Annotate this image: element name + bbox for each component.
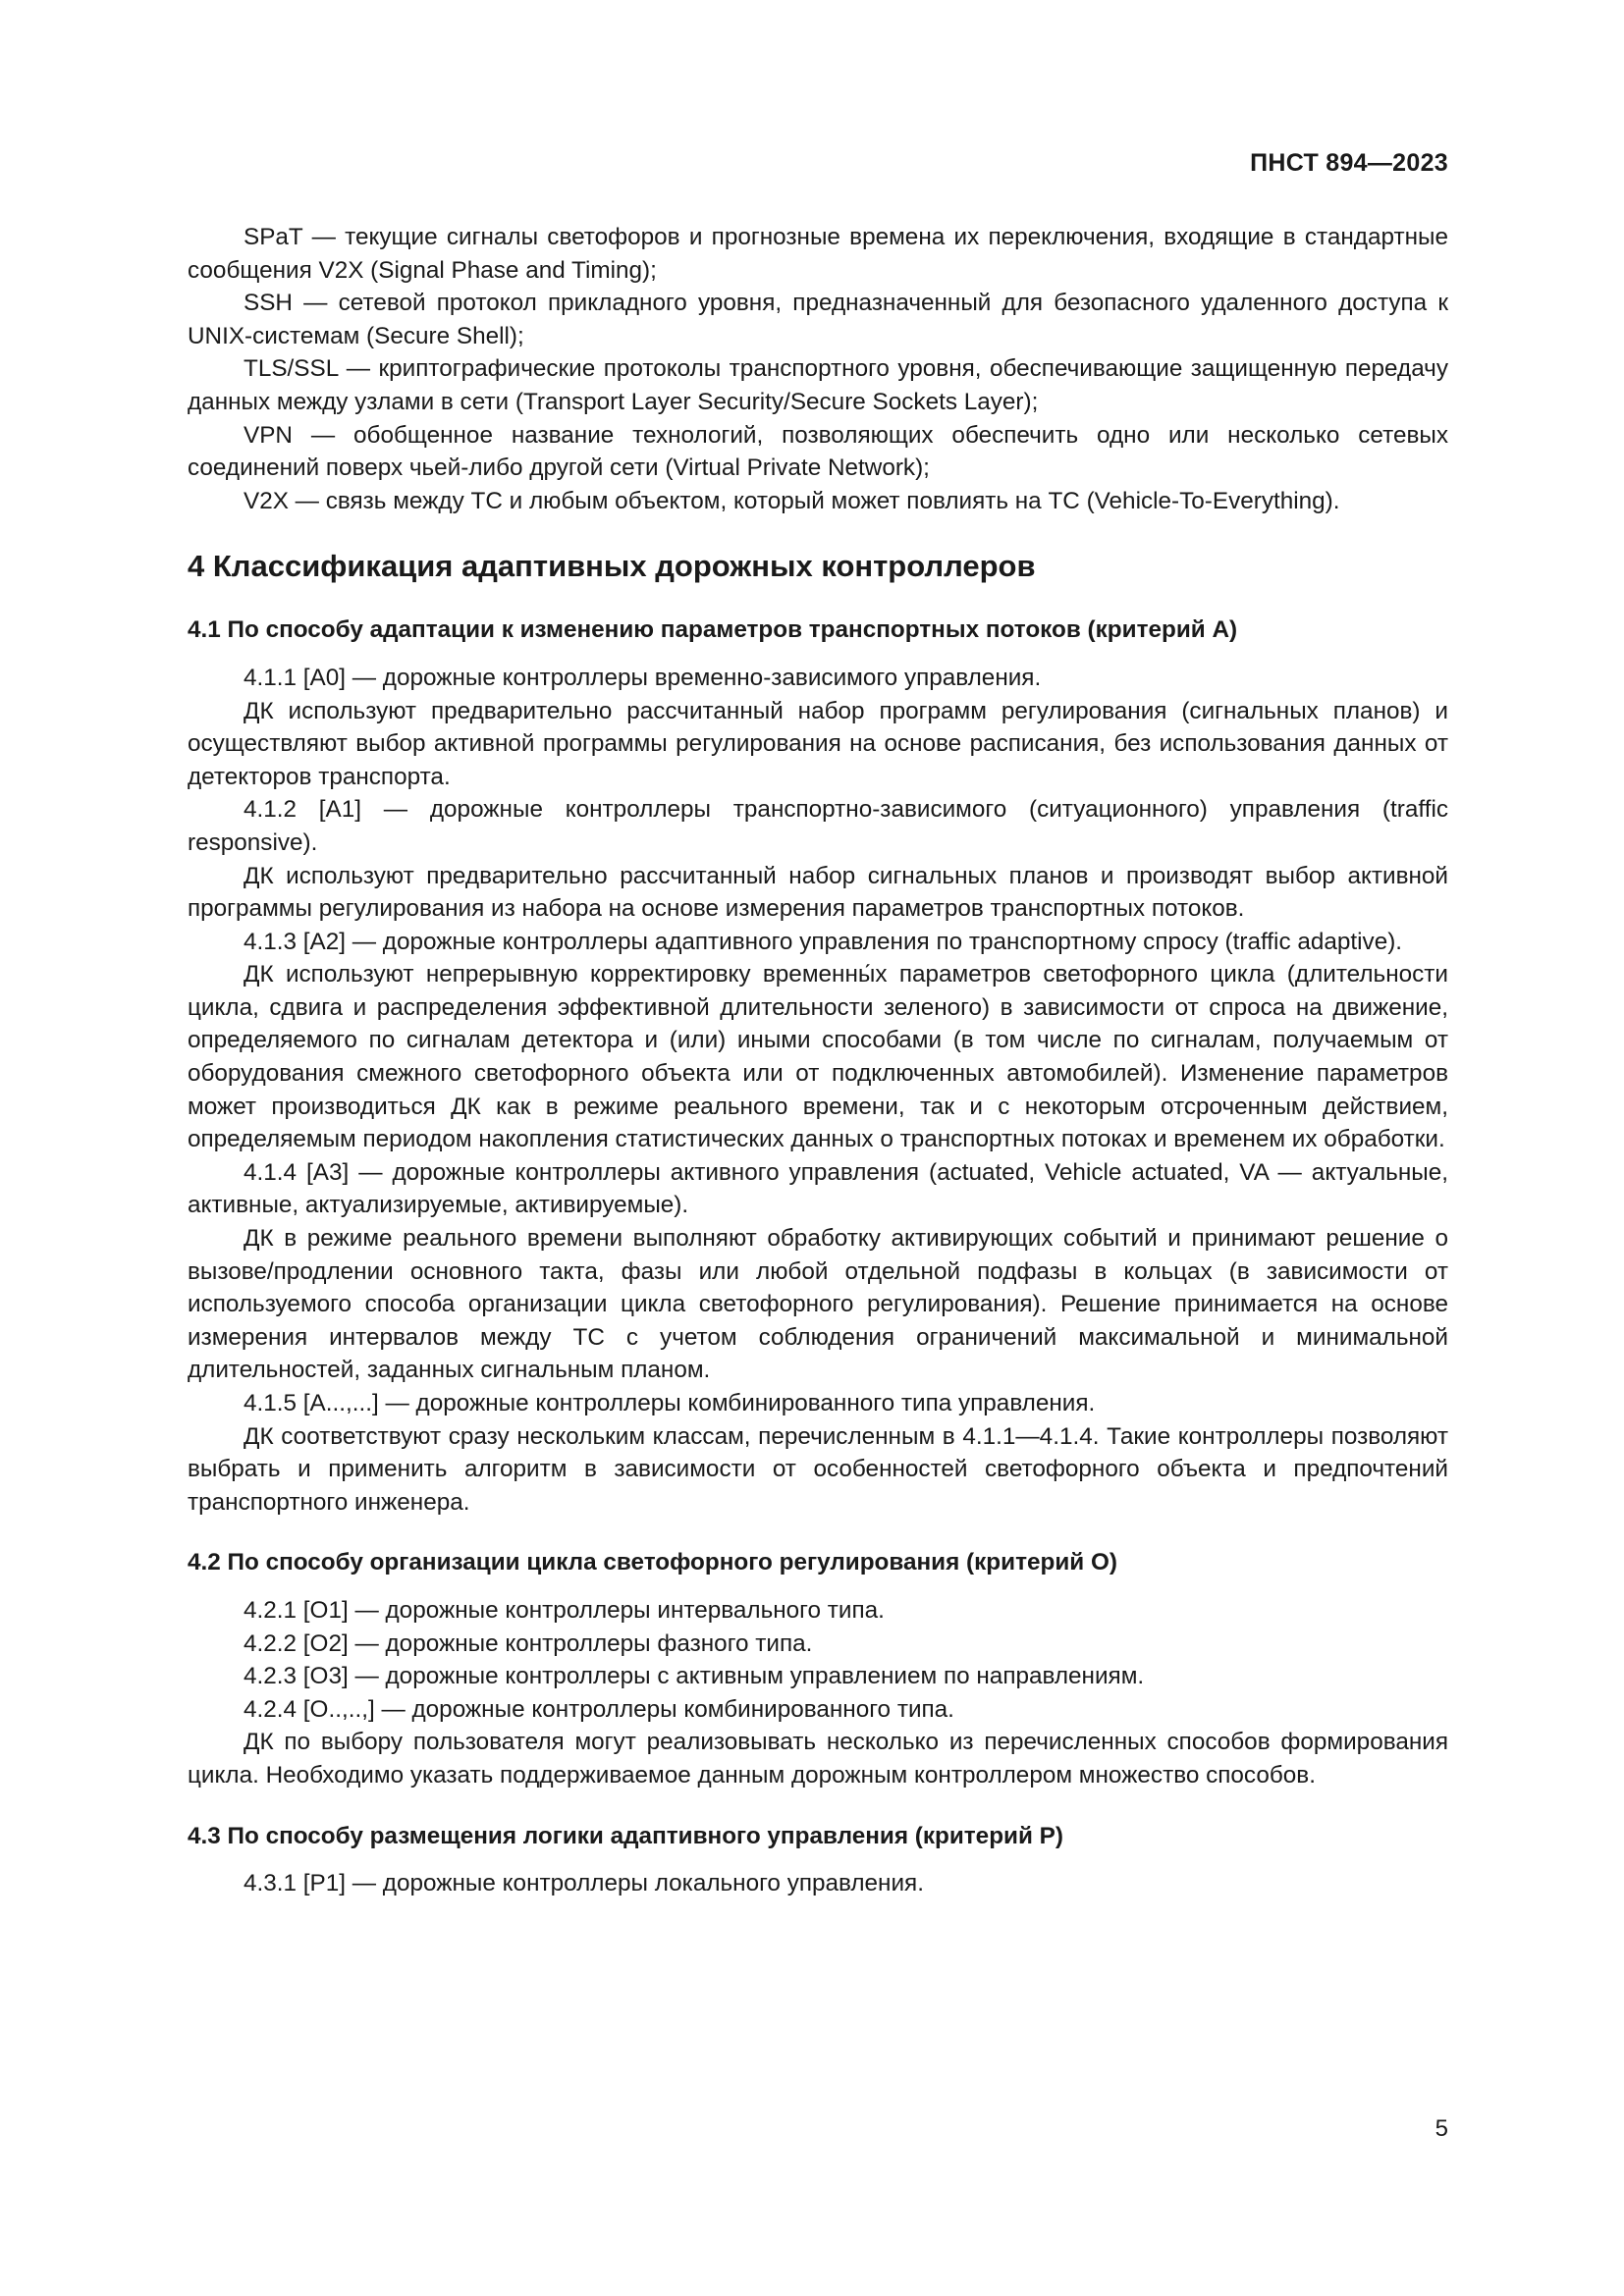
clause-4-1-2: 4.1.2 [А1] — дорожные контроллеры транспортно-зависимого (ситуационного) управления (traffic responsive). xyxy=(188,796,1448,856)
definition-vpn: VPN — обобщенное название технологий, позволяющих обеспечить одно или несколько сетевых соединений поверх чьей-либо другой сети (Virtual Private Network); xyxy=(188,421,1448,482)
abbreviations-list xyxy=(188,221,1448,517)
standard-number: ПНСТ 894—2023 xyxy=(1250,149,1448,177)
section-4-1-body xyxy=(188,662,1448,1519)
clause-4-1-4: 4.1.4 [А3] — дорожные контроллеры активного управления (actuated, Vehicle actuated, VA — актуальные, активные, актуализируемые, активируемые). xyxy=(188,1158,1448,1219)
section-4-1-title: 4.1 По способу адаптации к изменению параметров транспортных потоков (критерий А) xyxy=(188,616,1238,644)
section-4-title: 4 Классификация адаптивных дорожных контроллеров xyxy=(188,549,1036,584)
page-content xyxy=(188,221,1448,1900)
definition-v2x: V2X — связь между ТС и любым объектом, который может повлиять на ТС (Vehicle-To-Everything). xyxy=(244,487,1340,514)
clause-4-1-1: 4.1.1 [А0] — дорожные контроллеры временно-зависимого управления. xyxy=(244,664,1042,691)
clause-4-3-1: 4.3.1 [Р1] — дорожные контроллеры локального управления. xyxy=(244,1870,924,1897)
section-4-2-body xyxy=(188,1594,1448,1792)
clause-4-1-1-text: ДК используют предварительно рассчитанный набор программ регулирования (сигнальных планов) и осуществляют выбор активной программы регулирования на основе расписания, без использования данных от детекторов транспорта. xyxy=(188,697,1448,790)
definition-ssh: SSH — сетевой протокол прикладного уровня, предназначенный для безопасного удаленного доступа к UNIX-системам (Secure Shell); xyxy=(188,290,1448,349)
definition-spat: SPaT — текущие сигналы светофоров и прогнозные времена их переключения, входящие в стандартные сообщения V2X (Signal Phase and Timing); xyxy=(188,224,1448,284)
section-4-3-body xyxy=(188,1867,1448,1900)
definition-tls-ssl: TLS/SSL — криптографические протоколы транспортного уровня, обеспечивающие защищенную передачу данных между узлами в сети (Transport Layer Security/Secure Sockets Layer); xyxy=(188,355,1448,415)
section-4-3-title: 4.3 По способу размещения логики адаптивного управления (критерий Р) xyxy=(188,1822,1063,1849)
clause-4-1-4-text: ДК в режиме реального времени выполняют обработку активирующих событий и принимают решение о вызове/продлении основного такта, фазы или любой отдельной подфазы в кольцах (в зависимости от используемого способа организации цикла светофорного регулирования). Решение принимается на основе измерения интервалов между ТС с учетом соблюдения ограничений максимальной и минимальной длительностей, заданных сигнальным планом. xyxy=(188,1225,1448,1384)
clause-4-2-1: 4.2.1 [О1] — дорожные контроллеры интервального типа. xyxy=(244,1596,885,1624)
clause-4-2-4: 4.2.4 [О..,..,] — дорожные контроллеры комбинированного типа. xyxy=(244,1695,954,1723)
clause-4-1-2-text: ДК используют предварительно рассчитанный набор сигнальных планов и производят выбор активной программы регулирования из набора на основе измерения параметров транспортных потоков. xyxy=(188,862,1448,923)
page-number: 5 xyxy=(1435,2115,1448,2142)
clause-4-1-3: 4.1.3 [А2] — дорожные контроллеры адаптивного управления по транспортному спросу (traffic adaptive). xyxy=(244,928,1403,955)
clause-4-2-3: 4.2.3 [О3] — дорожные контроллеры с активным управлением по направлениям. xyxy=(244,1663,1145,1690)
clause-4-2-2: 4.2.2 [О2] — дорожные контроллеры фазного типа. xyxy=(244,1629,813,1657)
section-4-2-title: 4.2 По способу организации цикла светофорного регулирования (критерий О) xyxy=(188,1549,1117,1576)
clause-4-1-5: 4.1.5 [А...,...] — дорожные контроллеры комбинированного типа управления. xyxy=(244,1390,1096,1416)
clause-4-1-5-text: ДК соответствуют сразу нескольким классам, перечисленным в 4.1.1—4.1.4. Такие контроллеры позволяют выбрать и применить алгоритм в зависимости от особенностей светофорного объекта и предпочтений транспортного инженера. xyxy=(188,1422,1448,1516)
clause-4-1-3-text: ДК используют непрерывную корректировку временны́х параметров светофорного цикла (длительности цикла, сдвига и распределения эффективной длительности зеленого) в зависимости от спроса на движение, определяемого по сигналам детектора и (или) иными способами (в том числе по сигналам, получаемым от оборудования смежного светофорного объекта или от подключенных автомобилей). Изменение параметров может производиться ДК как в режиме реального времени, так и с некоторым отсроченным действием, определяемым периодом накопления статистических данных о транспортных потоках и временем их обработки. xyxy=(188,961,1448,1153)
clause-4-2-text: ДК по выбору пользователя могут реализовывать несколько из перечисленных способов формирования цикла. Необходимо указать поддерживаемое данным дорожным контроллером множество способов. xyxy=(188,1729,1448,1789)
